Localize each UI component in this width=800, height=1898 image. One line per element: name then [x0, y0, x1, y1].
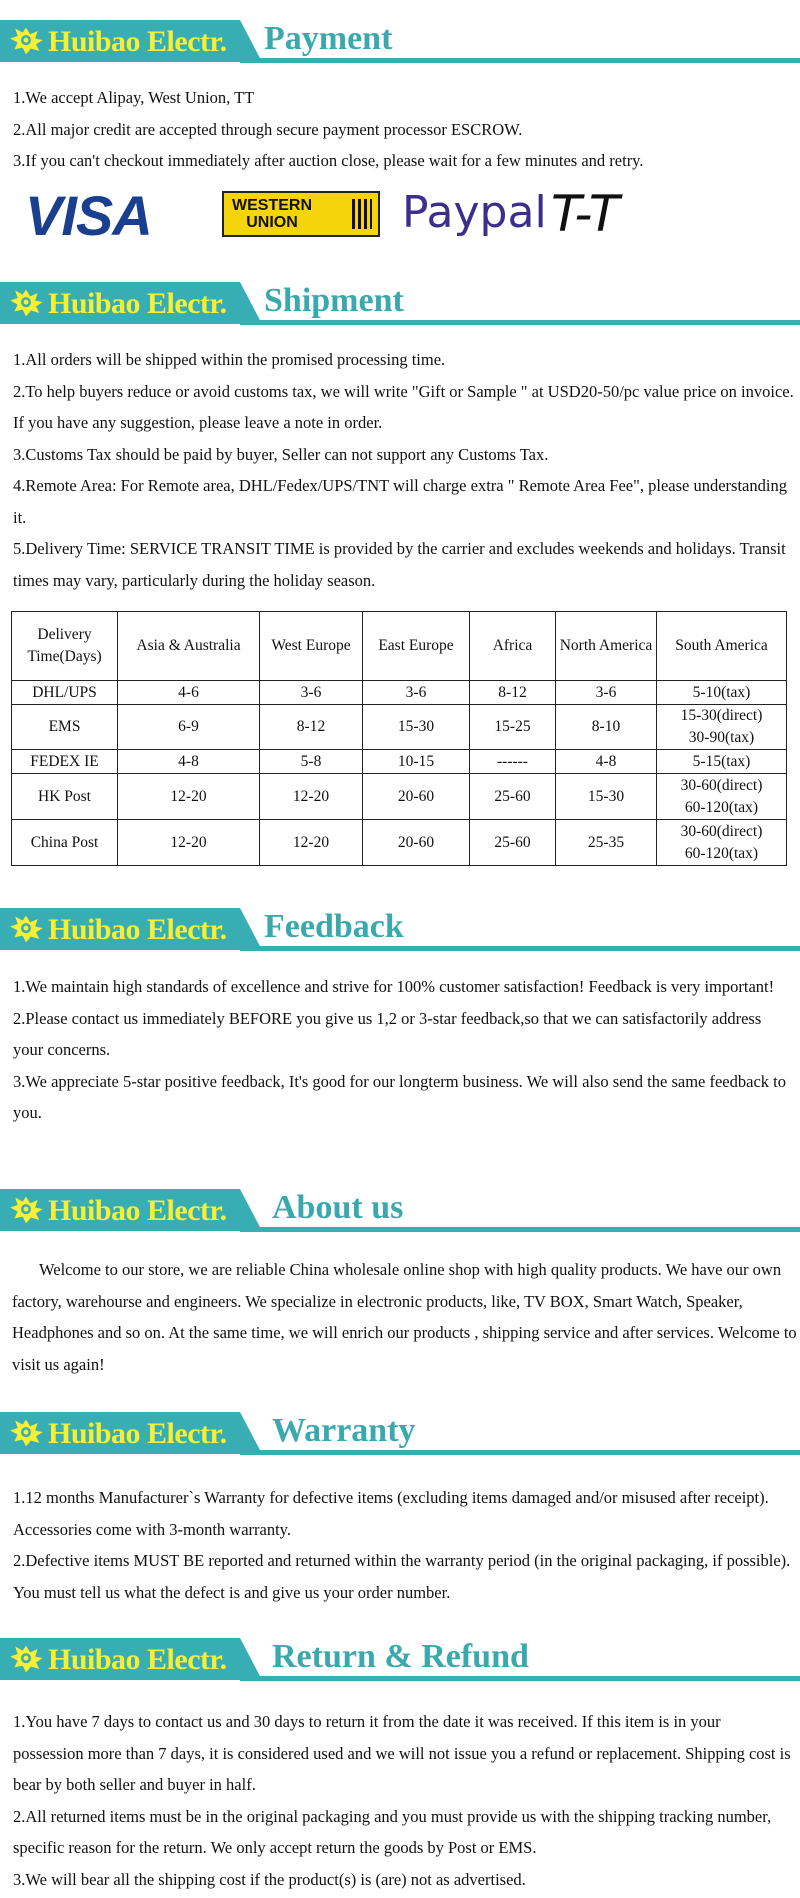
payment-logos — [25, 183, 645, 247]
refund-text — [13, 1706, 795, 1895]
table-cell: 30-60(direct) 60-120(tax) — [657, 820, 787, 866]
shipment-line: 2.To help buyers reduce or avoid customs tax, we will write "Gift or Sample " at USD20-50/pc value price on invoice. If you have any suggestion, please leave a note in order. — [13, 381, 794, 432]
about-paragraph: Welcome to our store, we are reliable China wholesale online shop with high quality products. We have our own factory, warehourse and engineers. We specialize in electronic products, like, TV BOX, Smart Watch, Speaker, Headphones and so on. At the same time, we will enrich our products , shipping service and after services. Welcome to visit us again! — [12, 1260, 797, 1374]
about-text — [12, 1254, 798, 1380]
table-cell: 5-10(tax) — [657, 681, 787, 705]
table-row — [12, 774, 787, 820]
table-cell: 15-30 — [363, 705, 470, 750]
feedback-text — [13, 971, 795, 1129]
shipment-line: 4.Remote Area: For Remote area, DHL/Fedex/UPS/TNT will charge extra " Remote Area Fee", please understanding it. — [13, 476, 787, 527]
table-cell: HK Post — [12, 774, 118, 820]
delivery-time-table — [11, 611, 787, 866]
brand-name: Huibao Electr. — [48, 1194, 227, 1227]
table-cell: 12-20 — [118, 820, 260, 866]
brand-name: Huibao Electr. — [48, 1643, 227, 1676]
table-cell: 8-12 — [470, 681, 556, 705]
table-cell: 8-12 — [260, 705, 363, 750]
visa-logo: VISA — [25, 184, 152, 247]
table-cell: 8-10 — [556, 705, 657, 750]
table-header-cell: North America — [556, 612, 657, 681]
table-header-cell: Asia & Australia — [118, 612, 260, 681]
table-cell: China Post — [12, 820, 118, 866]
table-cell: 20-60 — [363, 820, 470, 866]
payment-line: 3.If you can't checkout immediately after auction close, please wait for a few minutes and retry. — [13, 151, 644, 170]
table-cell: 5-8 — [260, 750, 363, 774]
shipment-line: 3.Customs Tax should be paid by buyer, Seller can not support any Customs Tax. — [13, 444, 549, 464]
table-cell: 30-60(direct) 60-120(tax) — [657, 774, 787, 820]
about-header — [0, 1189, 800, 1249]
payment-text — [13, 82, 795, 177]
table-cell: 12-20 — [260, 774, 363, 820]
refund-header — [0, 1638, 800, 1698]
table-row — [12, 750, 787, 774]
gear-logo-icon — [4, 1418, 48, 1448]
table-cell: 15-30 — [556, 774, 657, 820]
feedback-line: 1.We maintain high standards of excellence and strive for 100% customer satisfaction! Feedback is very important! — [13, 977, 775, 996]
table-cell: ------ — [470, 750, 556, 774]
feedback-line: 3.We appreciate 5-star positive feedback, It's good for our longterm business. We will also send the same feedback to you. — [13, 1071, 786, 1122]
refund-line: 2.All returned items must be in the original packaging and you must provide us with the shipping tracking number, specific reason for the return. We only accept return the goods by Post or EMS. — [13, 1806, 772, 1857]
feedback-header — [0, 908, 800, 968]
paypal-logo: Paypal — [402, 187, 547, 238]
shipment-line: 5.Delivery Time: SERVICE TRANSIT TIME is provided by the carrier and excludes weekends and holidays. Transit times may vary, particularly during the holiday season. — [13, 539, 786, 590]
table-cell: 4-6 — [118, 681, 260, 705]
table-cell: 15-30(direct) 30-90(tax) — [657, 705, 787, 750]
table-header-cell: Delivery Time(Days) — [12, 612, 118, 681]
warranty-text — [13, 1482, 795, 1608]
brand-name: Huibao Electr. — [48, 287, 227, 320]
gear-logo-icon — [4, 26, 48, 56]
table-cell: 4-8 — [556, 750, 657, 774]
table-header-cell: West Europe — [260, 612, 363, 681]
table-cell: 20-60 — [363, 774, 470, 820]
gear-logo-icon — [4, 288, 48, 318]
shipment-text — [13, 344, 795, 596]
section-title: Shipment — [264, 282, 404, 319]
section-title: Feedback — [264, 908, 404, 945]
warranty-line: 1.12 months Manufacturer`s Warranty for defective items (excluding items damaged and/or misused after receipt). Accessories come with 3-month warranty. — [13, 1488, 769, 1539]
table-row — [12, 705, 787, 750]
payment-header — [0, 20, 800, 80]
header-line — [240, 320, 800, 325]
tt-logo: T-T — [551, 185, 620, 243]
gear-logo-icon — [4, 914, 48, 944]
table-cell: 3-6 — [260, 681, 363, 705]
header-line — [240, 58, 800, 63]
section-title: Return & Refund — [272, 1638, 529, 1675]
header-line — [240, 1676, 800, 1681]
brand-name: Huibao Electr. — [48, 25, 227, 58]
table-cell: 25-60 — [470, 774, 556, 820]
shipment-line: 1.All orders will be shipped within the promised processing time. — [13, 350, 446, 369]
section-title: Warranty — [272, 1412, 416, 1449]
table-cell: 15-25 — [470, 705, 556, 750]
table-cell: 25-60 — [470, 820, 556, 866]
refund-line: 3.We will bear all the shipping cost if the product(s) is (are) not as advertised. — [13, 1869, 526, 1889]
table-row — [12, 681, 787, 705]
gear-logo-icon — [4, 1195, 48, 1225]
table-cell: EMS — [12, 705, 118, 750]
payment-line: 2.All major credit are accepted through secure payment processor ESCROW. — [13, 119, 523, 139]
western-union-logo — [222, 191, 380, 237]
table-header-cell: Africa — [470, 612, 556, 681]
header-line — [240, 946, 800, 951]
table-row — [12, 820, 787, 866]
western-union-bars — [352, 199, 372, 229]
brand-name: Huibao Electr. — [48, 913, 227, 946]
table-cell: 12-20 — [118, 774, 260, 820]
warranty-line: 2.Defective items MUST BE reported and returned within the warranty period (in the original packaging, if possible). You must tell us what the defect is and give us your order number. — [13, 1551, 791, 1602]
section-title: About us — [272, 1189, 404, 1226]
table-cell: 25-35 — [556, 820, 657, 866]
feedback-line: 2.Please contact us immediately BEFORE you give us 1,2 or 3-star feedback,so that we can satisfactorily address your concerns. — [13, 1008, 762, 1059]
section-title: Payment — [264, 20, 393, 57]
western-union-text: WESTERN UNION — [232, 197, 312, 231]
header-line — [240, 1450, 800, 1455]
gear-logo-icon — [4, 1644, 48, 1674]
shipment-header — [0, 282, 800, 342]
table-cell: 5-15(tax) — [657, 750, 787, 774]
table-cell: DHL/UPS — [12, 681, 118, 705]
table-header-cell: South America — [657, 612, 787, 681]
header-line — [240, 1227, 800, 1232]
table-cell: 12-20 — [260, 820, 363, 866]
refund-line: 1.You have 7 days to contact us and 30 days to return it from the date it was received. If this item is in your possession more than 7 days, it is considered used and we will not issue you a refund or replacement. Shipping cost is bear by both seller and buyer in half. — [13, 1712, 791, 1794]
warranty-header — [0, 1412, 800, 1472]
table-cell: 4-8 — [118, 750, 260, 774]
brand-name: Huibao Electr. — [48, 1417, 227, 1450]
table-cell: 3-6 — [556, 681, 657, 705]
table-cell: 6-9 — [118, 705, 260, 750]
table-cell: FEDEX IE — [12, 750, 118, 774]
table-cell: 3-6 — [363, 681, 470, 705]
table-header-row — [12, 612, 787, 681]
table-header-cell: East Europe — [363, 612, 470, 681]
payment-line: 1.We accept Alipay, West Union, TT — [13, 88, 255, 107]
table-cell: 10-15 — [363, 750, 470, 774]
